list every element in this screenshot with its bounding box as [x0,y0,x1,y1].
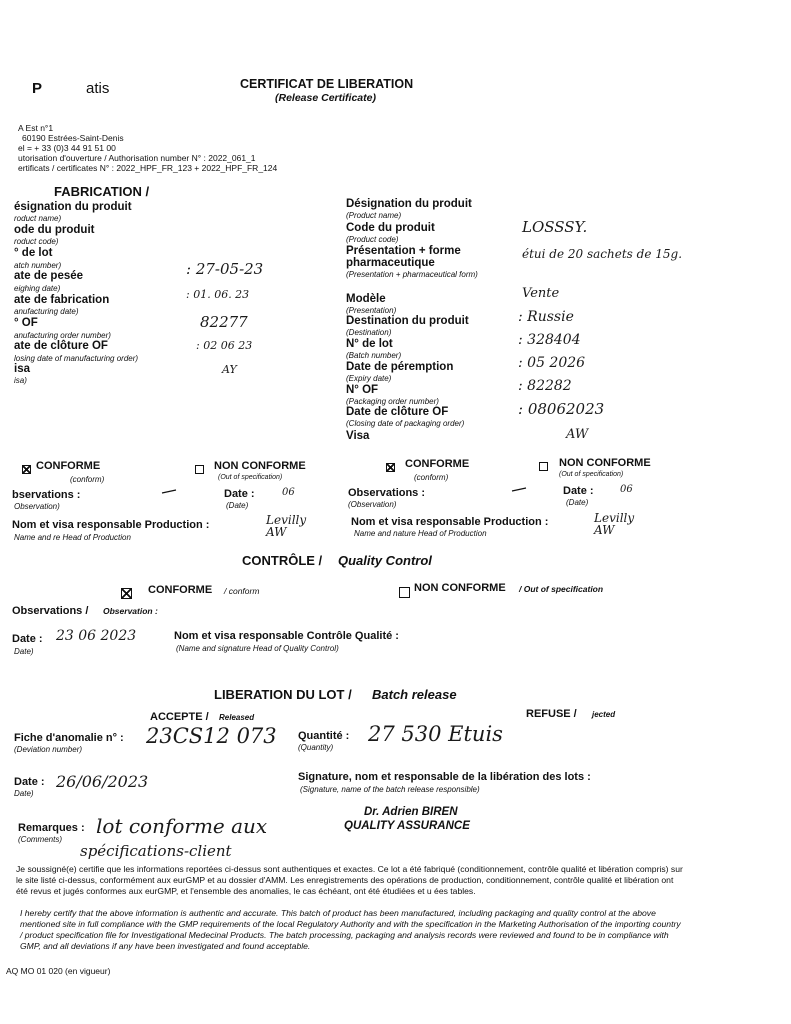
fab-date-en: (Date) [226,501,249,510]
release-date-en: Date) [14,789,34,798]
fabrication-title: FABRICATION / [54,184,150,199]
company-authorisation: utorisation d'ouverture / Authorisation number N° : 2022_061_1 [18,153,256,163]
release-date-value: 26/06/2023 [56,772,149,791]
pack-date-label: Date : [563,485,594,497]
release-title-en: Batch release [372,687,457,702]
control-conforme-label: CONFORME [148,584,213,596]
release-accepte-label: ACCEPTE / [150,711,209,723]
control-date-label: Date : [12,633,43,645]
pack-date-en: (Date) [566,498,589,507]
company-address-1: A Est n°1 [18,123,54,133]
pack-en-expiry: (Expiry date) [346,374,392,383]
control-observations-en: Observation : [103,606,158,616]
deviation-label: Fiche d'anomalie n° : [14,732,124,744]
pack-observations-label: Observations : [348,487,426,499]
fab-label-visa: isa [14,363,30,375]
statement-fr: Je soussigné(e) certifie que les informations reportées ci-dessus sont authentiques et exactes. Ce lot a été fabriqué (conditionnement, contrôle qualité et libération compris) sur le site listé ci-dessus, conformément aux eurGMP et au dossier d'AMM. Les enregistrements des opérations de production, conditionnement, contrôle qualité et libération ont été revus et jugés conformes aux eurGMP, et l'ensemble des anomalies, le cas échéant, ont été étudiées et u ées tables. [16,864,683,896]
logo-text-left: P [32,80,43,97]
release-person-role: QUALITY ASSURANCE [344,820,470,832]
fab-value-visa: AY [222,363,237,376]
pack-value-closing-date: : 08062023 [518,400,605,418]
fab-value-weighing-date: : 27-05-23 [186,260,264,278]
pack-value-product-code: LOSSSY. [522,218,588,236]
fab-non-conforme-en: (Out of specification) [218,474,283,481]
company-phone: el = + 33 (0)3 44 91 51 00 [18,143,116,153]
pack-non-conforme-checkbox[interactable] [539,458,548,476]
fab-en-batch: atch number) [14,261,62,270]
pack-conforme-checkbox[interactable] [386,459,395,477]
control-date-en: Date) [14,647,34,656]
remarks-value-line-1: lot conforme aux [96,814,268,838]
fab-date-label: Date : [224,488,255,500]
pack-non-conforme-en: (Out of specification) [559,471,624,478]
deviation-en: (Deviation number) [14,745,83,754]
remarks-en: (Comments) [18,835,63,844]
fab-conforme-label: CONFORME [36,460,101,472]
fab-conforme-checkbox[interactable] [22,461,31,479]
fab-date-value: 06 [282,487,295,498]
fab-value-of: 82277 [200,313,248,331]
pack-value-model: Vente [522,286,560,301]
fab-sign-label: Nom et visa responsable Production : [12,519,210,531]
pack-value-presentation: étui de 20 sachets de 15g. [522,247,683,261]
control-date-value: 23 06 2023 [56,628,137,644]
fab-observations-en: Observation) [14,502,60,511]
statement-en: I hereby certify that the above information is authentic and accurate. This batch of product has been manufactured, including packaging and quality control at the above mentioned site in full compliance with the GMP requirements of the local Regulatory Authority and with the specification in the Marketing Authorisation of the importing country / product specification file for Investigational Medecinal Products. The batch processing, packaging and analysis records were reviewed and found to be in compliance with GMP, and all deviations if any have been investigated and found acceptable. [20,908,681,951]
pack-label-closing: Date de clôture OF [346,406,449,418]
pack-value-expiry: : 05 2026 [518,355,586,371]
control-title-fr: CONTRÔLE / [242,553,323,568]
fab-label-batch: ° de lot [14,247,53,259]
pack-date-value: 06 [620,484,633,495]
quantity-label: Quantité : [298,730,350,742]
certificate-subtitle: (Release Certificate) [275,92,376,104]
control-sign-label: Nom et visa responsable Contrôle Qualité : [174,630,399,642]
control-non-conforme-checkbox[interactable] [399,584,410,602]
pack-label-of: N° OF [346,384,379,396]
pack-en-product-code: (Product code) [346,235,399,244]
pack-conforme-en: (conform) [414,473,449,482]
pack-label-visa: Visa [346,430,370,442]
release-title-fr: LIBERATION DU LOT / [214,687,352,702]
pack-sign-en: Name and nature Head of Production [354,529,487,538]
control-conforme-checkbox[interactable] [121,585,132,603]
quantity-en: (Quantity) [298,743,334,752]
pack-value-batch: : 328404 [518,332,581,348]
pack-en-model: (Presentation) [346,306,397,315]
fab-non-conforme-checkbox[interactable] [195,461,204,479]
fab-label-closing: ate de clôture OF [14,340,108,352]
pack-en-closing: (Closing date of packaging order) [346,419,465,428]
fab-label-product-name: ésignation du produit [14,201,132,213]
pack-label-product-name: Désignation du produit [346,198,472,210]
fab-en-weighing: eighing date) [14,284,61,293]
fab-en-product-code: roduct code) [14,237,59,246]
dash-stroke [160,487,180,497]
fab-en-product-name: roduct name) [14,214,62,223]
pack-sign-label: Nom et visa responsable Production : [351,516,549,528]
remarks-value-line-2: spécifications-client [80,842,232,860]
control-title-en: Quality Control [338,553,432,568]
company-certificates: ertificats / certificates N° : 2022_HPF_FR_123 + 2022_HPF_FR_124 [18,163,278,173]
pack-label-expiry: Date de péremption [346,361,454,373]
fab-label-weighing: ate de pesée [14,270,84,282]
pack-value-visa: AW [566,427,589,442]
pack-label-batch: N° de lot [346,338,393,350]
company-address-2: 60190 Estrées-Saint-Denis [22,133,124,143]
pack-en-batch: (Batch number) [346,351,402,360]
release-date-label: Date : [14,776,45,788]
pack-en-destination: (Destination) [346,328,392,337]
form-reference: AQ MO 01 020 (en vigueur) [6,966,111,976]
release-accepte-en: Released [219,713,255,722]
quantity-value: 27 530 Etuis [368,722,503,746]
fab-label-manufacturing: ate de fabrication [14,294,110,306]
control-sign-en: (Name and signature Head of Quality Control) [176,644,339,653]
pack-value-destination: : Russie [518,309,574,325]
control-conforme-en: / conform [224,586,260,596]
fab-observations-label: bservations : [12,489,81,501]
pack-non-conforme-label: NON CONFORME [559,457,651,469]
fab-label-product-code: ode du produit [14,224,95,236]
dash-stroke [510,485,530,495]
pack-en-presentation: (Presentation + pharmaceutical form) [346,270,478,279]
control-observations-label: Observations / [12,605,89,617]
release-signature-en: (Signature, name of the batch release responsible) [300,785,480,794]
control-non-conforme-label: NON CONFORME [414,582,506,594]
pack-en-product-name: (Product name) [346,211,402,220]
pack-label-presentation: Présentation + forme pharmaceutique [346,245,461,269]
logo-text-right: atis [86,80,110,97]
pack-label-destination: Destination du produit [346,315,469,327]
fab-conforme-en: (conform) [70,475,105,484]
pack-value-of: : 82282 [518,378,572,394]
release-refuse-en: jected [592,710,616,719]
fab-value-manufacturing-date: : 01. 06. 23 [186,288,250,301]
fab-en-closing: losing date of manufacturing order) [14,354,139,363]
pack-observations-en: (Observation) [348,500,397,509]
fab-en-of: anufacturing order number) [14,331,111,340]
pack-label-model: Modèle [346,293,386,305]
pack-sign-value: Levilly AW [594,511,635,537]
fab-sign-en: Name and re Head of Production [14,533,131,542]
release-signature-label: Signature, nom et responsable de la libération des lots : [298,771,591,783]
control-non-conforme-en: / Out of specification [519,584,604,594]
fab-value-closing-date: : 02 06 23 [196,339,253,352]
release-refuse-label: REFUSE / [526,708,577,720]
pack-en-of: (Packaging order number) [346,397,439,406]
certificate-title: CERTIFICAT DE LIBERATION [240,77,414,91]
pack-conforme-label: CONFORME [405,458,470,470]
fab-label-of: ° OF [14,317,38,329]
fab-sign-value: Levilly AW [266,513,307,539]
deviation-value: 23CS12 073 [146,724,277,748]
fab-non-conforme-label: NON CONFORME [214,460,306,472]
release-person-name: Dr. Adrien BIREN [364,806,458,818]
fab-en-manufacturing: anufacturing date) [14,307,79,316]
remarks-label: Remarques : [18,822,85,834]
fab-en-visa: isa) [14,376,27,385]
pack-label-product-code: Code du produit [346,222,435,234]
